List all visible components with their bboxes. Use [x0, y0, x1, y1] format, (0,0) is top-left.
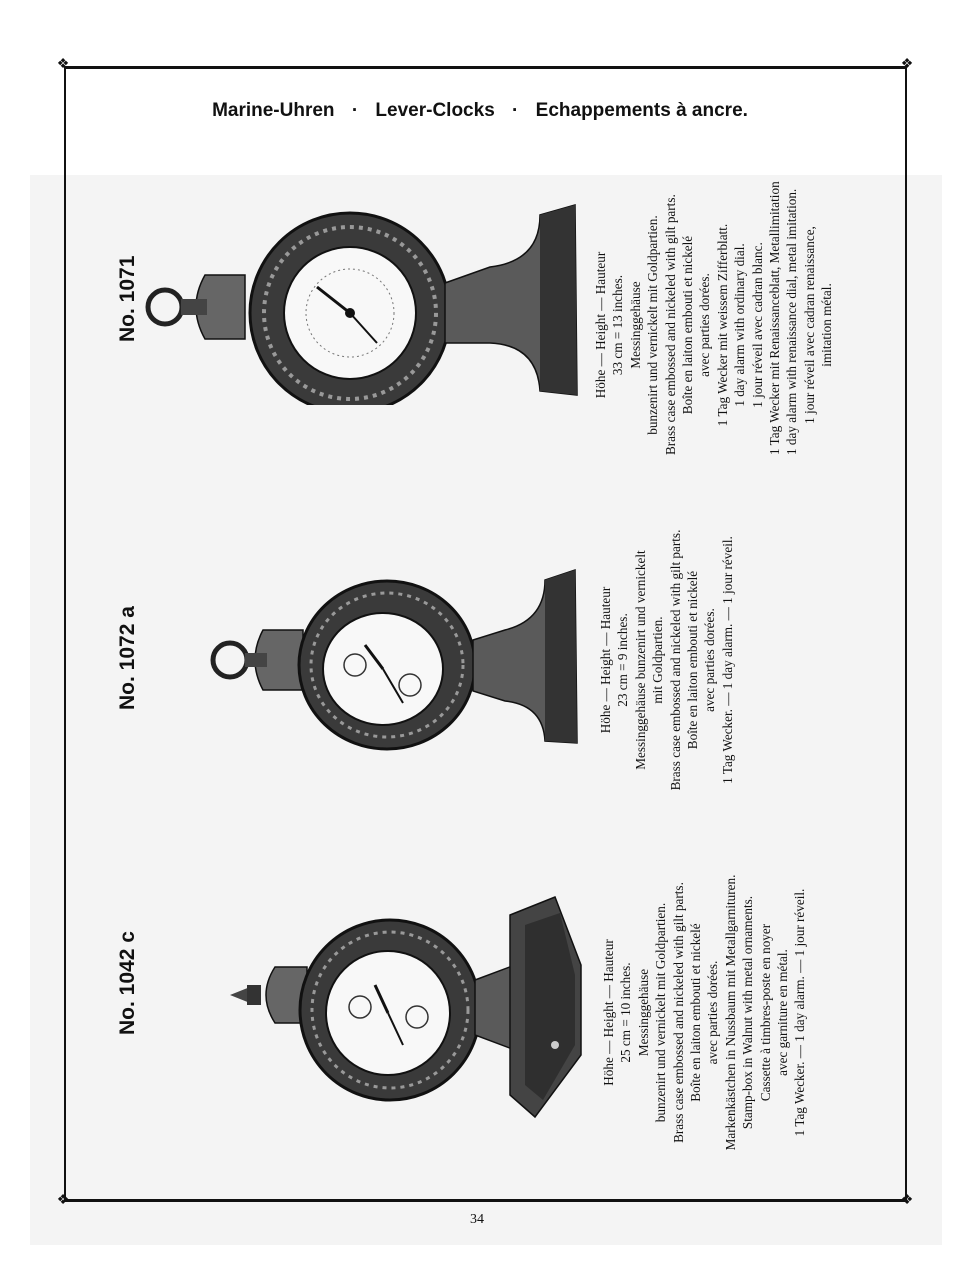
description-line: Brass case embossed and nickeled with gilt parts.: [662, 194, 678, 455]
description-line: 1 Tag Wecker mit weissem Zifferblatt.: [714, 223, 730, 427]
description-line: imitation métal.: [819, 283, 835, 367]
heading-separator: ·: [351, 100, 359, 121]
description-line: bunzenirt und vernickelt mit Goldpartien.: [645, 215, 661, 435]
description-line: 1 jour réveil avec cadran blanc.: [749, 242, 765, 408]
ornament-corner-icon: ❖: [900, 1193, 914, 1208]
description-line: avec parties dorées.: [705, 960, 721, 1065]
description-line: 33 cm = 13 inches.: [610, 274, 626, 376]
description-line: avec garniture en métal.: [775, 949, 791, 1076]
description-line: Höhe — Height — Hauteur: [601, 939, 616, 1086]
description-line: Boîte en laiton embouti et nickelé: [688, 923, 704, 1102]
description-line: Boîte en laiton embouti et nickelé: [685, 570, 701, 750]
description-line: 1 day alarm with renaissance dial, metal imitation.: [784, 188, 800, 455]
clock-illustration-1042c: [225, 895, 585, 1120]
description-line: Markenkästchen in Nussbaum mit Metallgarnituren.: [722, 874, 738, 1151]
description-line: Höhe — Height — Hauteur: [598, 586, 613, 734]
heading-english: Lever-Clocks: [375, 100, 495, 121]
description-line: Brass case embossed and nickeled with gilt parts.: [667, 529, 683, 791]
description-1071: [592, 181, 836, 455]
description-line: bunzenirt und vernickelt mit Goldpartien.: [653, 902, 669, 1123]
description-line: Cassette à timbres-poste en noyer: [757, 923, 773, 1102]
description-line: Messinggehäuse bunzenirt und vernickelt: [632, 550, 648, 770]
description-line: avec parties dorées.: [702, 608, 718, 712]
ornament-corner-icon: ❖: [56, 1193, 70, 1208]
description-line: 25 cm = 10 inches.: [618, 962, 634, 1063]
heading-german: Marine-Uhren: [212, 100, 335, 121]
heading-french: Echappements à ancre.: [535, 100, 748, 121]
model-number-1072a: No. 1072 a: [116, 606, 139, 710]
description-line: Messinggehäuse: [635, 968, 651, 1057]
page-heading: [200, 100, 760, 122]
description-line: 1 jour réveil avec cadran renaissance,: [801, 226, 817, 424]
description-line: mit Goldpartien.: [650, 616, 666, 704]
description-line: 1 Tag Wecker. — 1 day alarm. — 1 jour réveil.: [719, 536, 735, 784]
description-line: 23 cm = 9 inches.: [615, 613, 631, 707]
heading-separator: ·: [512, 100, 519, 121]
ornament-corner-icon: ❖: [900, 57, 914, 72]
description-line: avec parties dorées.: [697, 273, 713, 377]
page-number: 34: [470, 1212, 484, 1227]
model-number-1071: No. 1071: [116, 255, 139, 342]
description-line: 1 Tag Wecker mit Renaissanceblatt, Metallimitation: [767, 181, 783, 455]
description-line: Höhe — Height — Hauteur: [593, 251, 608, 399]
description-1042c: [600, 845, 809, 1180]
description-line: 1 day alarm with ordinary dial.: [732, 243, 748, 407]
description-1072a: [597, 500, 736, 820]
clock-illustration-1071: [145, 195, 595, 405]
description-line: Messinggehäuse: [627, 281, 643, 369]
description-line: Boîte en laiton embouti et nickelé: [680, 235, 696, 415]
clock-illustration-1072a: [205, 565, 590, 755]
model-number-1042c: No. 1042 c: [116, 931, 139, 1035]
description-line: Stamp-box in Walnut with metal ornaments.: [740, 895, 756, 1130]
description-line: Brass case embossed and nickeled with gilt parts.: [670, 882, 686, 1143]
ornament-corner-icon: ❖: [56, 57, 70, 72]
description-line: 1 Tag Wecker. — 1 day alarm. — 1 jour réveil.: [792, 888, 808, 1137]
